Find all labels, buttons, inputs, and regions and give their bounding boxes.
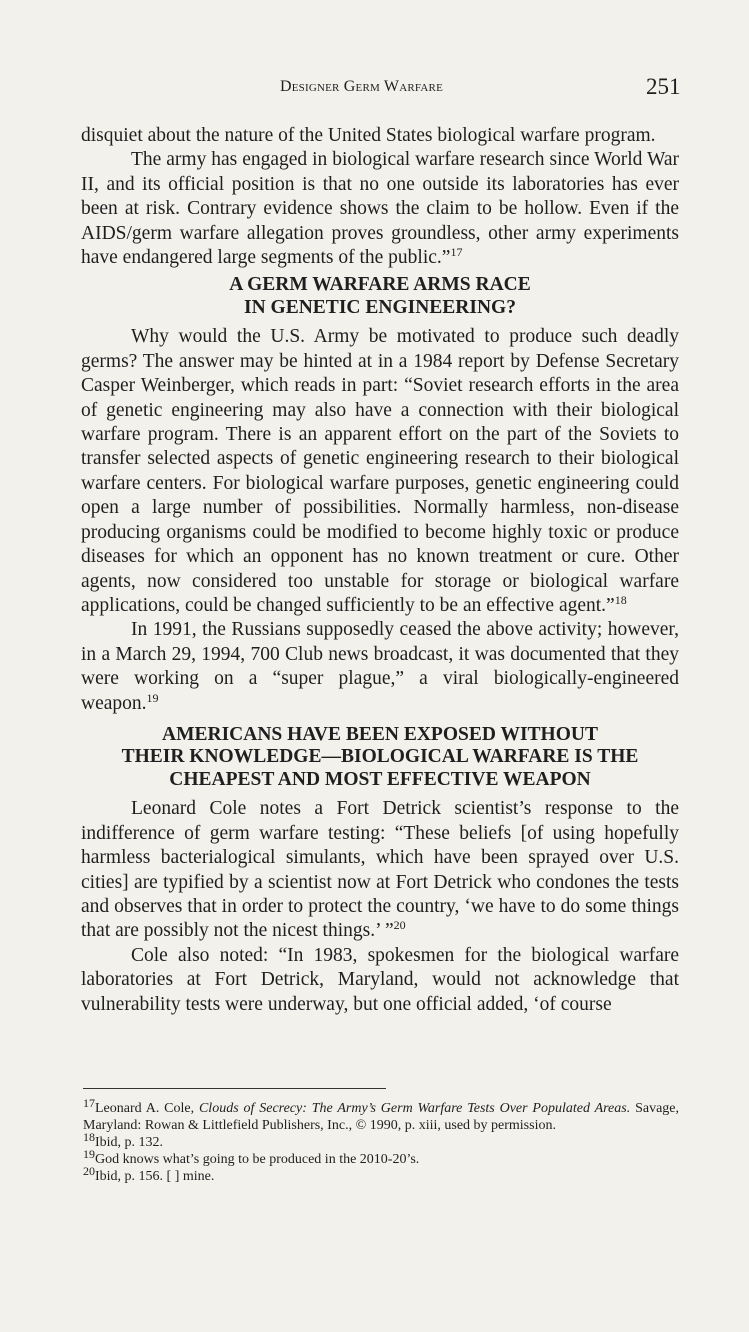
footnote-number: 20 bbox=[83, 1164, 95, 1178]
footnote-divider bbox=[83, 1088, 386, 1089]
footnote-number: 19 bbox=[83, 1147, 95, 1161]
heading-line: AMERICANS HAVE BEEN EXPOSED WITHOUT bbox=[162, 723, 598, 745]
footnote-ref-20[interactable]: 20 bbox=[393, 918, 406, 933]
paragraph-army-research bbox=[81, 148, 679, 270]
heading-line: CHEAPEST AND MOST EFFECTIVE WEAPON bbox=[169, 768, 591, 790]
footnote-20 bbox=[83, 1164, 679, 1185]
section-heading-exposed bbox=[81, 724, 679, 792]
paragraph-continued bbox=[81, 124, 679, 148]
heading-line: IN GENETIC ENGINEERING? bbox=[244, 296, 516, 318]
paragraph-weinberger-report bbox=[81, 325, 679, 618]
main-text bbox=[81, 124, 679, 1017]
paragraph-super-plague bbox=[81, 618, 679, 716]
footnote-19 bbox=[83, 1147, 679, 1168]
paragraph-text: Leonard Cole notes a Fort Detrick scientist’s response to the indifference of germ warfare testing: “These beliefs [of using hopefully harmless bacterialogical simulants, which have been sprayed over U.S. cities] are typified by a scientist now at Fort Detrick who condones the tests and observes that in order to protect the country, ‘we have to do some things that are possibly not the nicest things.’ ” bbox=[81, 798, 679, 942]
paragraph-text: The army has engaged in biological warfare research since World War II, and its official position is that no one outside its laboratories has ever been at risk. Contrary evidence shows the claim to be hollow. Even if the AIDS/germ warfare allegation proves groundless, other army experiments have endangered large segments of the public.” bbox=[81, 149, 679, 269]
footnote-text: Ibid, p. 132. bbox=[95, 1135, 164, 1150]
heading-line: A GERM WARFARE ARMS RACE bbox=[229, 274, 531, 296]
footnote-17 bbox=[83, 1096, 679, 1134]
section-heading-arms-race bbox=[81, 274, 679, 319]
paragraph-text: Why would the U.S. Army be motivated to produce such deadly germs? The answer may be hinted at in a 1984 report by Defense Secretary Casper Weinberger, which reads in part: “Soviet research efforts in the area of genetic engineering may also have a connection with their biological warfare program. There is an apparent effort on the part of the Soviets to transfer selected aspects of genetic engineering research to their biological warfare centers. For biological warfare purposes, genetic engineering could open a large number of possibilities. Normally harmless, non-disease producing organisms could be modified to become highly toxic or produce diseases for which an opponent has no known treatment or cure. Other agents, now considered too unstable for storage or biological warfare applications, could be changed sufficiently to be an effective agent.” bbox=[81, 326, 679, 616]
footnote-18 bbox=[83, 1130, 679, 1151]
page-number: 251 bbox=[646, 74, 681, 99]
footnote-ref-18[interactable]: 18 bbox=[614, 592, 627, 607]
paragraph-cole-1983 bbox=[81, 944, 679, 1017]
footnote-publication: Savage, Maryland: Rowan & Littlefield Publishers, Inc., © 1990, p. xiii, used by permission. bbox=[83, 1101, 679, 1133]
paragraph-text: disquiet about the nature of the United States biological warfare program. bbox=[81, 125, 656, 146]
footnote-author: Leonard A. Cole, bbox=[95, 1101, 199, 1116]
heading-line: THEIR KNOWLEDGE—BIOLOGICAL WARFARE IS THE bbox=[121, 746, 639, 768]
paragraph-text: Cole also noted: “In 1983, spokesmen for the biological warfare laboratories at Fort Detrick, Maryland, would not acknowledge that vulnerability tests were underway, but one official added, ‘of course bbox=[81, 944, 679, 1015]
footnote-text: God knows what’s going to be produced in the 2010-20’s. bbox=[95, 1152, 420, 1167]
footnote-text: Ibid, p. 156. [ ] mine. bbox=[95, 1169, 215, 1184]
footnotes bbox=[83, 1096, 679, 1185]
paragraph-cole-fort-detrick bbox=[81, 797, 679, 943]
footnote-number: 17 bbox=[83, 1096, 95, 1110]
footnote-book-title: Clouds of Secrecy: The Army’s Germ Warfare Tests Over Populated Areas. bbox=[198, 1101, 631, 1116]
footnote-number: 18 bbox=[83, 1130, 95, 1144]
footnote-ref-19[interactable]: 19 bbox=[146, 690, 159, 705]
paragraph-text: In 1991, the Russians supposedly ceased the above activity; however, in a March 29, 1994, 700 Club news broadcast, it was documented that they were working on a “super plague,” a viral biologically-engineered weapon. bbox=[81, 619, 679, 714]
running-head-title: Designer Germ Warfare bbox=[280, 78, 443, 95]
footnote-ref-17[interactable]: 17 bbox=[450, 245, 463, 260]
